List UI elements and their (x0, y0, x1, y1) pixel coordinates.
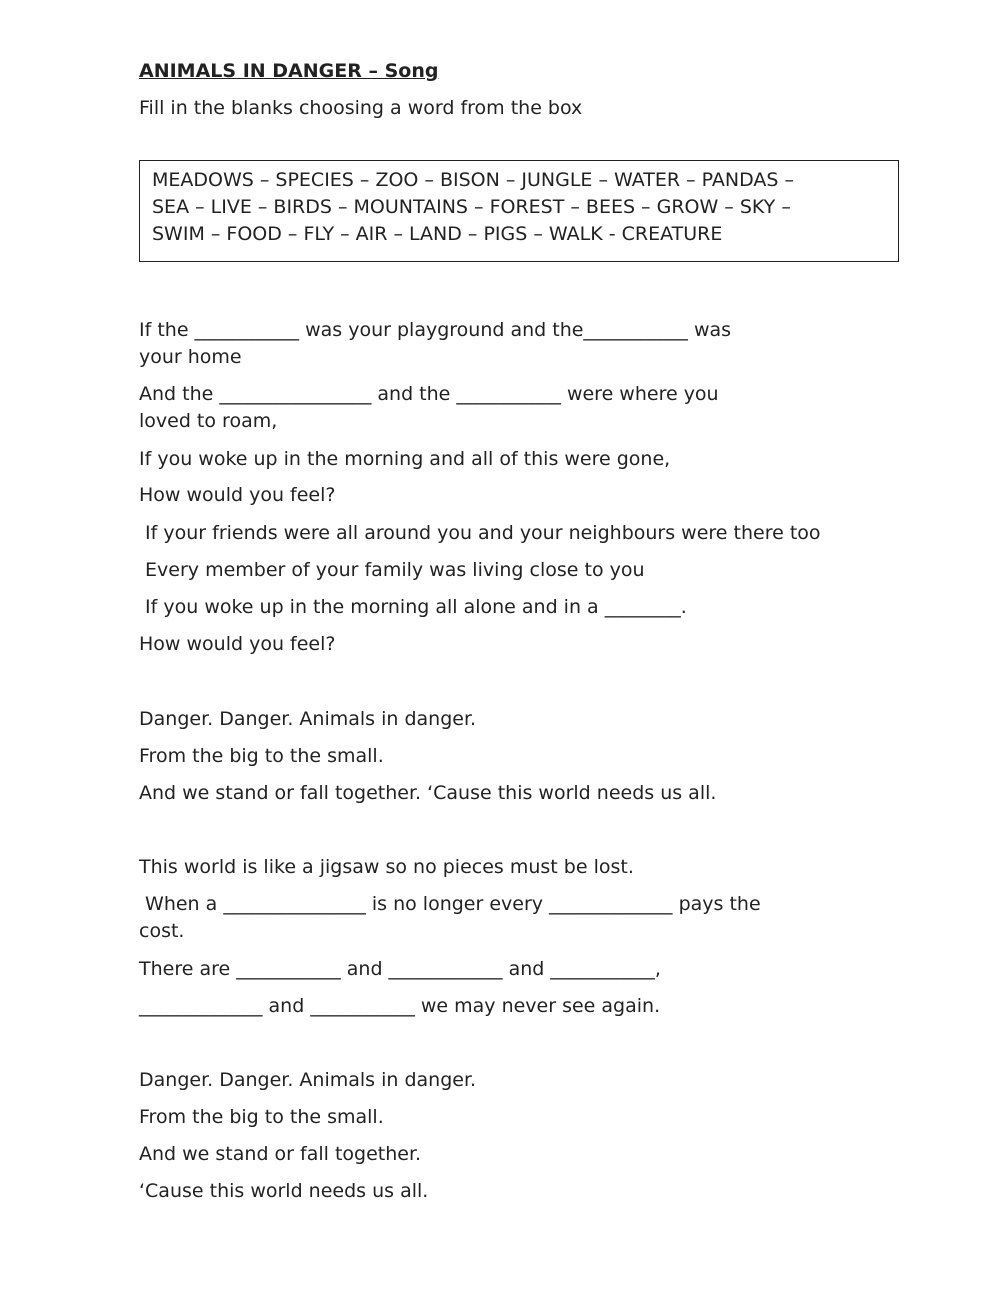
lyric-line: _____________ and ___________ we may never see again. (139, 995, 661, 1017)
lyric-line: This world is like a jigsaw so no pieces must be lost. (139, 856, 634, 878)
word-box-row: SEA – LIVE – BIRDS – MOUNTAINS – FOREST – BEES – GROW – SKY – (152, 196, 791, 218)
lyric-line: How would you feel? (139, 484, 336, 506)
lyric-line: your home (139, 346, 242, 368)
word-box-row: SWIM – FOOD – FLY – AIR – LAND – PIGS – WALK - CREATURE (152, 223, 723, 245)
lyric-line: When a _______________ is no longer every _____________ pays the (139, 893, 761, 915)
lyric-line: And the ________________ and the ___________ were where you (139, 383, 719, 405)
lyric-line: If your friends were all around you and your neighbours were there too (139, 522, 821, 544)
chorus-line: And we stand or fall together. (139, 1143, 422, 1165)
lyric-line: If you woke up in the morning all alone and in a ________. (139, 596, 687, 618)
word-box (139, 160, 899, 262)
lyric-line: If the ___________ was your playground and the___________ was (139, 319, 732, 341)
lyric-line: Every member of your family was living close to you (139, 559, 645, 581)
chorus-line: Danger. Danger. Animals in danger. (139, 708, 477, 730)
worksheet-title: ANIMALS IN DANGER – Song (139, 60, 439, 82)
lyric-line: If you woke up in the morning and all of this were gone, (139, 448, 671, 470)
lyric-line: loved to roam, (139, 410, 278, 432)
word-box-row: MEADOWS – SPECIES – ZOO – BISON – JUNGLE – WATER – PANDAS – (152, 169, 795, 191)
chorus-line: Danger. Danger. Animals in danger. (139, 1069, 477, 1091)
chorus-line: From the big to the small. (139, 745, 384, 767)
worksheet-instruction: Fill in the blanks choosing a word from the box (139, 97, 583, 119)
lyric-line: cost. (139, 920, 185, 942)
chorus-line: ‘Cause this world needs us all. (139, 1180, 429, 1202)
chorus-line: From the big to the small. (139, 1106, 384, 1128)
lyric-line: How would you feel? (139, 633, 336, 655)
chorus-line: And we stand or fall together. ‘Cause this world needs us all. (139, 782, 717, 804)
lyric-line: There are ___________ and ____________ and ___________, (139, 958, 661, 980)
